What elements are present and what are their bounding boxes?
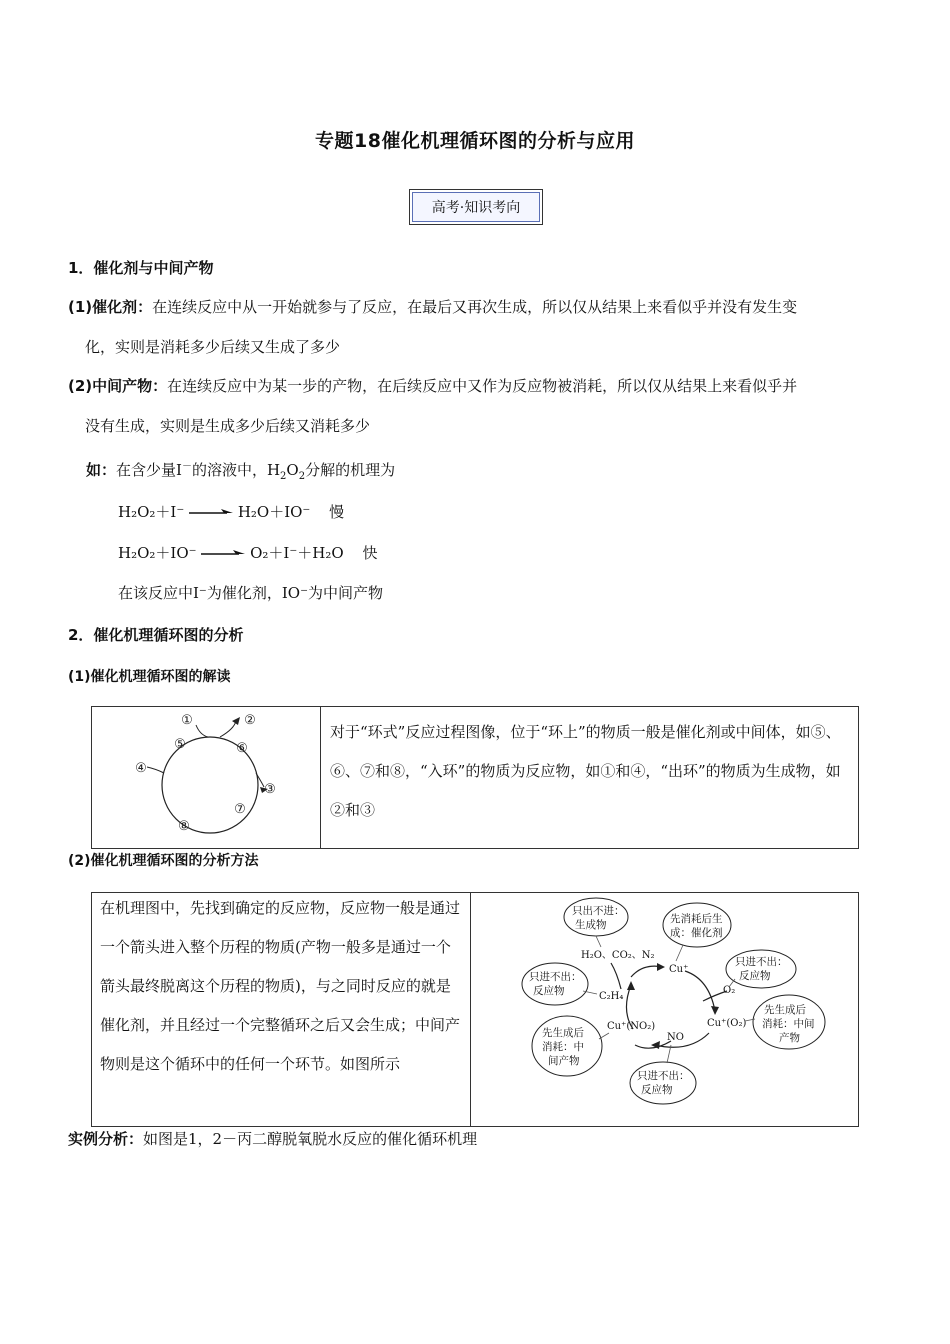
rxn1-left: H₂O₂＋I⁻: [118, 503, 185, 521]
section2-sub1: (1)催化机理循环图的解读: [68, 669, 231, 685]
bubble-intermediate-right-3: 产物: [779, 1032, 800, 1044]
bubble-catalyst-1: 先消耗后生: [670, 913, 723, 925]
intermediate-paragraph: [68, 366, 888, 446]
cycle-explanation: 对于“环式”反应过程图像，位于“环上”的物质一般是催化剂或中间体，如⑤、⑥、⑦和⑧，“入环”的物质为反应物，如①和④，“出环”的物质为生成物，如②和③: [330, 723, 841, 819]
bubble-reactant-bottom-1: 只进不出：: [637, 1070, 690, 1082]
method-explanation: 在机理图中，先找到确定的反应物，反应物一般是通过一个箭头进入整个历程的物质(产物一般多是通过一个箭头最终脱离这个历程的物质)，与之同时反应的就是催化剂，并且经过一个完整循环之后又会生成；中间产物则是这个循环中的任何一个环节。如图所示: [100, 899, 461, 1073]
catalyst-lead: (1)催化剂：: [68, 298, 153, 316]
cycle-label-2: ②: [244, 713, 256, 728]
catalyst-text-1: 在连续反应中从一开始就参与了反应，在最后又再次生成，所以仅从结果上来看似乎并没有发生变: [152, 298, 798, 316]
species-cu: Cu⁺: [669, 964, 689, 975]
species-cu-no2: Cu⁺(NO₂): [607, 1021, 656, 1032]
intermediate-text-2: 没有生成，实则是生成多少后续又消耗多少: [85, 417, 371, 435]
bubble-intermediate-left-1: 先生成后: [542, 1027, 584, 1039]
reaction-1: [118, 501, 344, 522]
bubble-reactant-left-1: 只进不出：: [529, 971, 582, 983]
rxn1-right: H₂O＋IO⁻: [237, 503, 311, 521]
catalyst-text-2: 化，实则是消耗多少后续又生成了多少: [85, 338, 341, 356]
section2-heading: 2．催化机理循环图的分析: [68, 626, 244, 644]
bubble-products-2: 生成物: [575, 919, 607, 931]
species-cu-o2: Cu⁺(O₂): [707, 1018, 747, 1029]
species-no: NO: [667, 1032, 684, 1043]
bubble-intermediate-right-1: 先生成后: [764, 1004, 806, 1016]
example-text-c: 分解的机理为: [305, 461, 396, 479]
rxn2-speed: 快: [362, 544, 378, 562]
cycle-label-3: ③: [264, 782, 276, 797]
reaction-arrow-icon: [201, 549, 245, 559]
bubble-reactant-right-1: 只进不出：: [735, 956, 788, 968]
bubble-catalyst-2: 成：催化剂: [670, 927, 723, 939]
example-analysis-text: 如图是1，2－丙二醇脱氧脱水反应的催化循环机理: [143, 1130, 478, 1148]
reaction-arrow-icon: [189, 508, 233, 518]
cycle-table: [91, 706, 859, 849]
mechanism-diagram: [471, 893, 858, 1126]
species-o2: O₂: [723, 985, 736, 996]
example-text-b: 的溶液中，H: [191, 461, 281, 479]
cycle-diagram-svg: [92, 707, 320, 848]
bubble-reactant-left-2: 反应物: [533, 985, 565, 997]
rxn2-right: O₂＋I⁻＋H₂O: [250, 544, 344, 562]
example-text-a: 在含少量I: [116, 461, 182, 479]
bubble-products-1: 只出不进：: [572, 905, 625, 917]
page-title: 专题18催化机理循环图的分析与应用: [315, 130, 635, 152]
example-analysis: [68, 1128, 477, 1149]
catalyst-paragraph: [68, 287, 888, 367]
species-c2h4: C₂H₄: [599, 991, 624, 1002]
cycle-diagram: [92, 707, 320, 848]
species-products: H₂O、CO₂、N₂: [581, 950, 655, 961]
cycle-label-1: ①: [181, 713, 193, 728]
section2-sub2: (2)催化机理循环图的分析方法: [68, 853, 259, 869]
section-badge-label: 高考·知识考向: [412, 192, 540, 222]
example-lead: 如：: [86, 461, 117, 479]
reaction-2: [118, 542, 377, 563]
conclusion: 在该反应中I⁻为催化剂，IO⁻为中间产物: [118, 584, 383, 602]
section1-heading: 1．催化剂与中间产物: [68, 259, 214, 277]
example-line: 如：在含少量I－的溶液中，$H_2O_2$分解的机理为: [86, 461, 396, 482]
bubble-reactant-right-2: 反应物: [739, 970, 771, 982]
section-badge: [409, 189, 543, 225]
cycle-label-6: ⑥: [236, 741, 248, 756]
cycle-label-7: ⑦: [234, 802, 246, 817]
rxn1-speed: 慢: [329, 503, 345, 521]
rxn2-left: H₂O₂＋IO⁻: [118, 544, 197, 562]
mechanism-diagram-svg: [471, 893, 858, 1126]
bubble-intermediate-right-2: 消耗：中间: [762, 1018, 815, 1030]
bubble-intermediate-left-2: 消耗：中: [542, 1041, 584, 1053]
example-analysis-lead: 实例分析：: [68, 1130, 144, 1148]
intermediate-text-1: 在连续反应中为某一步的产物，在后续反应中又作为反应物被消耗，所以仅从结果上来看似乎并: [167, 377, 798, 395]
cycle-label-4: ④: [135, 761, 147, 776]
method-table: [91, 892, 859, 1127]
cycle-label-8: ⑧: [178, 819, 190, 834]
cycle-label-5: ⑤: [174, 737, 186, 752]
intermediate-lead: (2)中间产物：: [68, 377, 168, 395]
bubble-intermediate-left-3: 间产物: [548, 1055, 580, 1067]
bubble-reactant-bottom-2: 反应物: [641, 1084, 673, 1096]
